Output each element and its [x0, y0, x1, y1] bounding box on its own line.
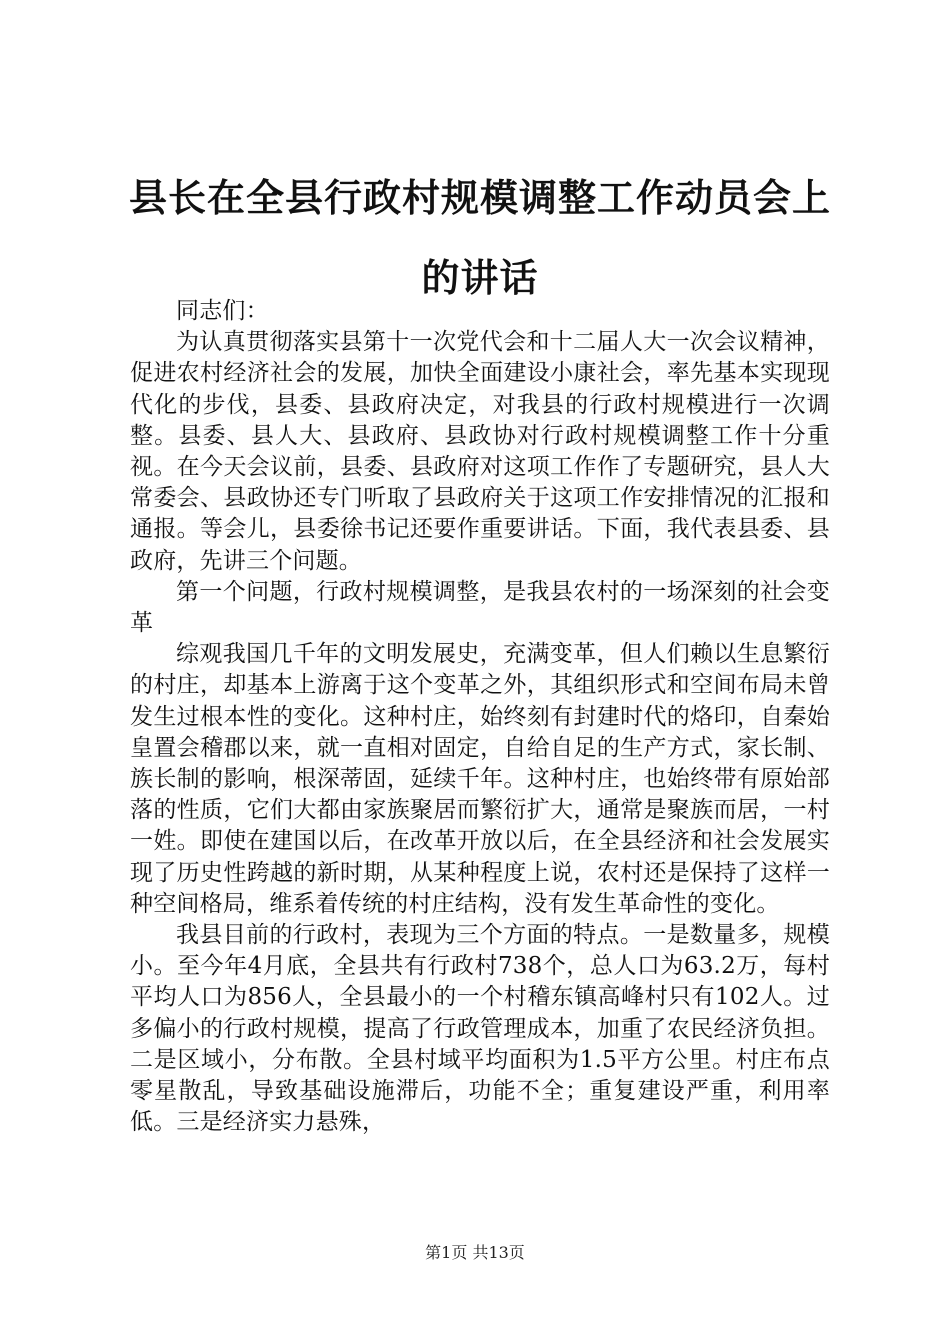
salutation-paragraph: 同志们：	[176, 298, 269, 324]
body-paragraph: 我县目前的行政村，表现为三个方面的特点。一是数量多，规模小。至今年4月底，全县共有行政村738个，总人口为63.2万，每村平均人口为856人，全县最小的一个村稽东镇高峰村只有102人。过多偏小的行政村规模，提高了行政管理成本，加重了农民经济负担。二是区域小，分布散。全县村域平均面积为1.5平方公里。村庄布点零星散乱，导致基础设施滞后，功能不全；重复建设严重，利用率低。三是经济实力悬殊，	[130, 922, 830, 1136]
document-title: 县长在全县行政村规模调整工作动员会上的讲话	[128, 176, 831, 300]
section-heading-paragraph: 第一个问题，行政村规模调整，是我县农村的一场深刻的社会变革	[130, 578, 830, 637]
body-paragraph: 为认真贯彻落实县第十一次党代会和十二届人大一次会议精神，促进农村经济社会的发展，加快全面建设小康社会，率先基本实现现代化的步伐，县委、县政府决定，对我县的行政村规模进行一次调整。县委、县人大、县政府、县政协对行政村规模调整工作十分重视。在今天会议前，县委、县政府对这项工作作了专题研究，县人大常委会、县政协还专门听取了县政府关于这项工作安排情况的汇报和通报。等会儿，县委徐书记还要作重要讲话。下面，我代表县委、县政府，先讲三个问题。	[130, 329, 830, 574]
page-number-footer: 第1页 共13页	[425, 1243, 525, 1262]
document-body	[130, 296, 830, 1138]
body-paragraph: 综观我国几千年的文明发展史，充满变革，但人们赖以生息繁衍的村庄，却基本上游离于这个变革之外，其组织形式和空间布局未曾发生过根本性的变化。这种村庄，始终刻有封建时代的烙印，自秦始皇置会稽郡以来，就一直相对固定，自给自足的生产方式，家长制、族长制的影响，根深蒂固，延续千年。这种村庄，也始终带有原始部落的性质，它们大都由家族聚居而繁衍扩大，通常是聚族而居，一村一姓。即使在建国以后，在改革开放以后，在全县经济和社会发展实现了历史性跨越的新时期，从某种程度上说，农村还是保持了这样一种空间格局，维系着传统的村庄结构，没有发生革命性的变化。	[130, 641, 830, 917]
